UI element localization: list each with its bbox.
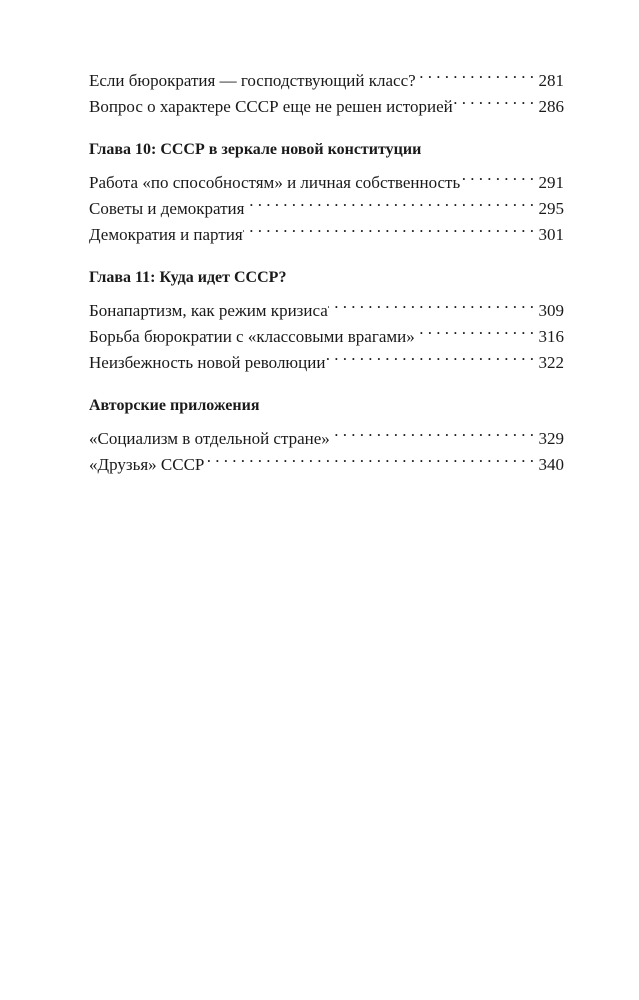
toc-entry <box>89 290 564 320</box>
dot-leader <box>460 162 538 188</box>
toc-entry-page: 329 <box>538 429 564 448</box>
toc-entry-title: Если бюрократия — господствующий класс? <box>89 71 416 90</box>
chapter-heading: Глава 11: Куда идет СССР? <box>89 269 287 286</box>
toc-entry-page: 309 <box>538 301 564 320</box>
toc-entry-title: «Социализм в отдельной стране» <box>89 429 330 448</box>
toc-entry-title: Советы и демократия <box>89 199 245 218</box>
table-of-contents <box>89 60 564 474</box>
toc-entry-title: Неизбежность новой революции <box>89 353 326 372</box>
toc-entry-page: 316 <box>538 327 564 346</box>
toc-entry-title: Вопрос о характере СССР еще не решен историей <box>89 97 453 116</box>
dot-leader <box>243 214 538 240</box>
toc-group-continuation <box>89 60 564 116</box>
toc-entry-title: Бонапартизм, как режим кризиса <box>89 301 328 320</box>
toc-group-chapter-10 <box>89 137 564 244</box>
toc-entry <box>89 418 564 448</box>
toc-group-appendices <box>89 393 564 474</box>
toc-entry <box>89 162 564 192</box>
toc-entry-title: Демократия и партия <box>89 225 243 244</box>
toc-entry-page: 301 <box>538 225 564 244</box>
chapter-heading: Авторские приложения <box>89 397 260 414</box>
toc-group-chapter-11 <box>89 265 564 372</box>
toc-entry-page: 291 <box>538 173 564 192</box>
dot-leader <box>328 290 538 316</box>
toc-entry-page: 322 <box>538 353 564 372</box>
toc-entry-page: 340 <box>538 455 564 474</box>
dot-leader <box>453 86 538 112</box>
toc-entry-page: 281 <box>538 71 564 90</box>
chapter-heading: Глава 10: СССР в зеркале новой конституции <box>89 141 422 158</box>
toc-entry-title: Работа «по способностям» и личная собственность <box>89 173 461 192</box>
dot-leader <box>204 444 538 470</box>
toc-entry-page: 286 <box>538 97 564 116</box>
dot-leader <box>416 60 538 86</box>
dot-leader <box>415 316 538 342</box>
toc-entry-title: Борьба бюрократии с «классовыми врагами» <box>89 327 415 346</box>
dot-leader <box>244 188 538 214</box>
toc-entry-page: 295 <box>538 199 564 218</box>
toc-entry-title: «Друзья» СССР <box>89 455 205 474</box>
toc-entry <box>89 60 564 90</box>
dot-leader <box>325 342 538 368</box>
dot-leader <box>330 418 538 444</box>
